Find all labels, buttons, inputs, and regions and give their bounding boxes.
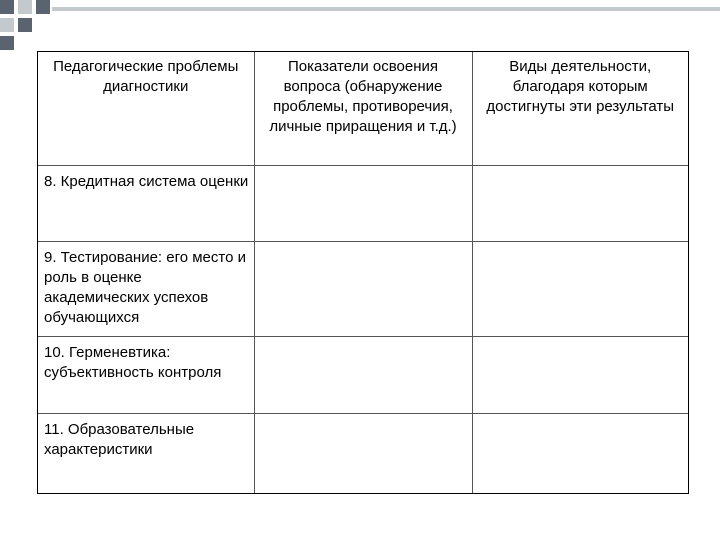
indicators-cell bbox=[254, 413, 472, 493]
slide-corner-decoration bbox=[0, 0, 720, 50]
indicators-cell bbox=[254, 241, 472, 336]
indicators-cell bbox=[254, 336, 472, 413]
table-row bbox=[38, 241, 688, 336]
activities-cell bbox=[472, 241, 688, 336]
activities-cell bbox=[472, 165, 688, 241]
table-row bbox=[38, 336, 688, 413]
topic-cell: 9. Тестирование: его место и роль в оценке академических успехов обучающихся bbox=[38, 241, 254, 336]
table-row bbox=[38, 413, 688, 493]
activities-cell bbox=[472, 413, 688, 493]
diagnostics-table-frame bbox=[37, 51, 689, 494]
activities-cell bbox=[472, 336, 688, 413]
indicators-cell bbox=[254, 165, 472, 241]
topic-cell: 8. Кредитная система оценки bbox=[38, 165, 254, 241]
header-indicators: Показатели освоения вопроса (обнаружение проблемы, противоречия, личные приращения и т.д.) bbox=[254, 52, 472, 165]
topic-cell: 11. Образовательные характеристики bbox=[38, 413, 254, 493]
header-problems: Педагогические проблемы диагностики bbox=[38, 52, 254, 165]
header-activities: Виды деятельности, благодаря которым достигнуты эти результаты bbox=[472, 52, 688, 165]
table-row bbox=[38, 165, 688, 241]
topic-cell: 10. Герменевтика: субъективность контроля bbox=[38, 336, 254, 413]
table-header-row bbox=[38, 52, 688, 165]
diagnostics-table bbox=[38, 52, 688, 493]
